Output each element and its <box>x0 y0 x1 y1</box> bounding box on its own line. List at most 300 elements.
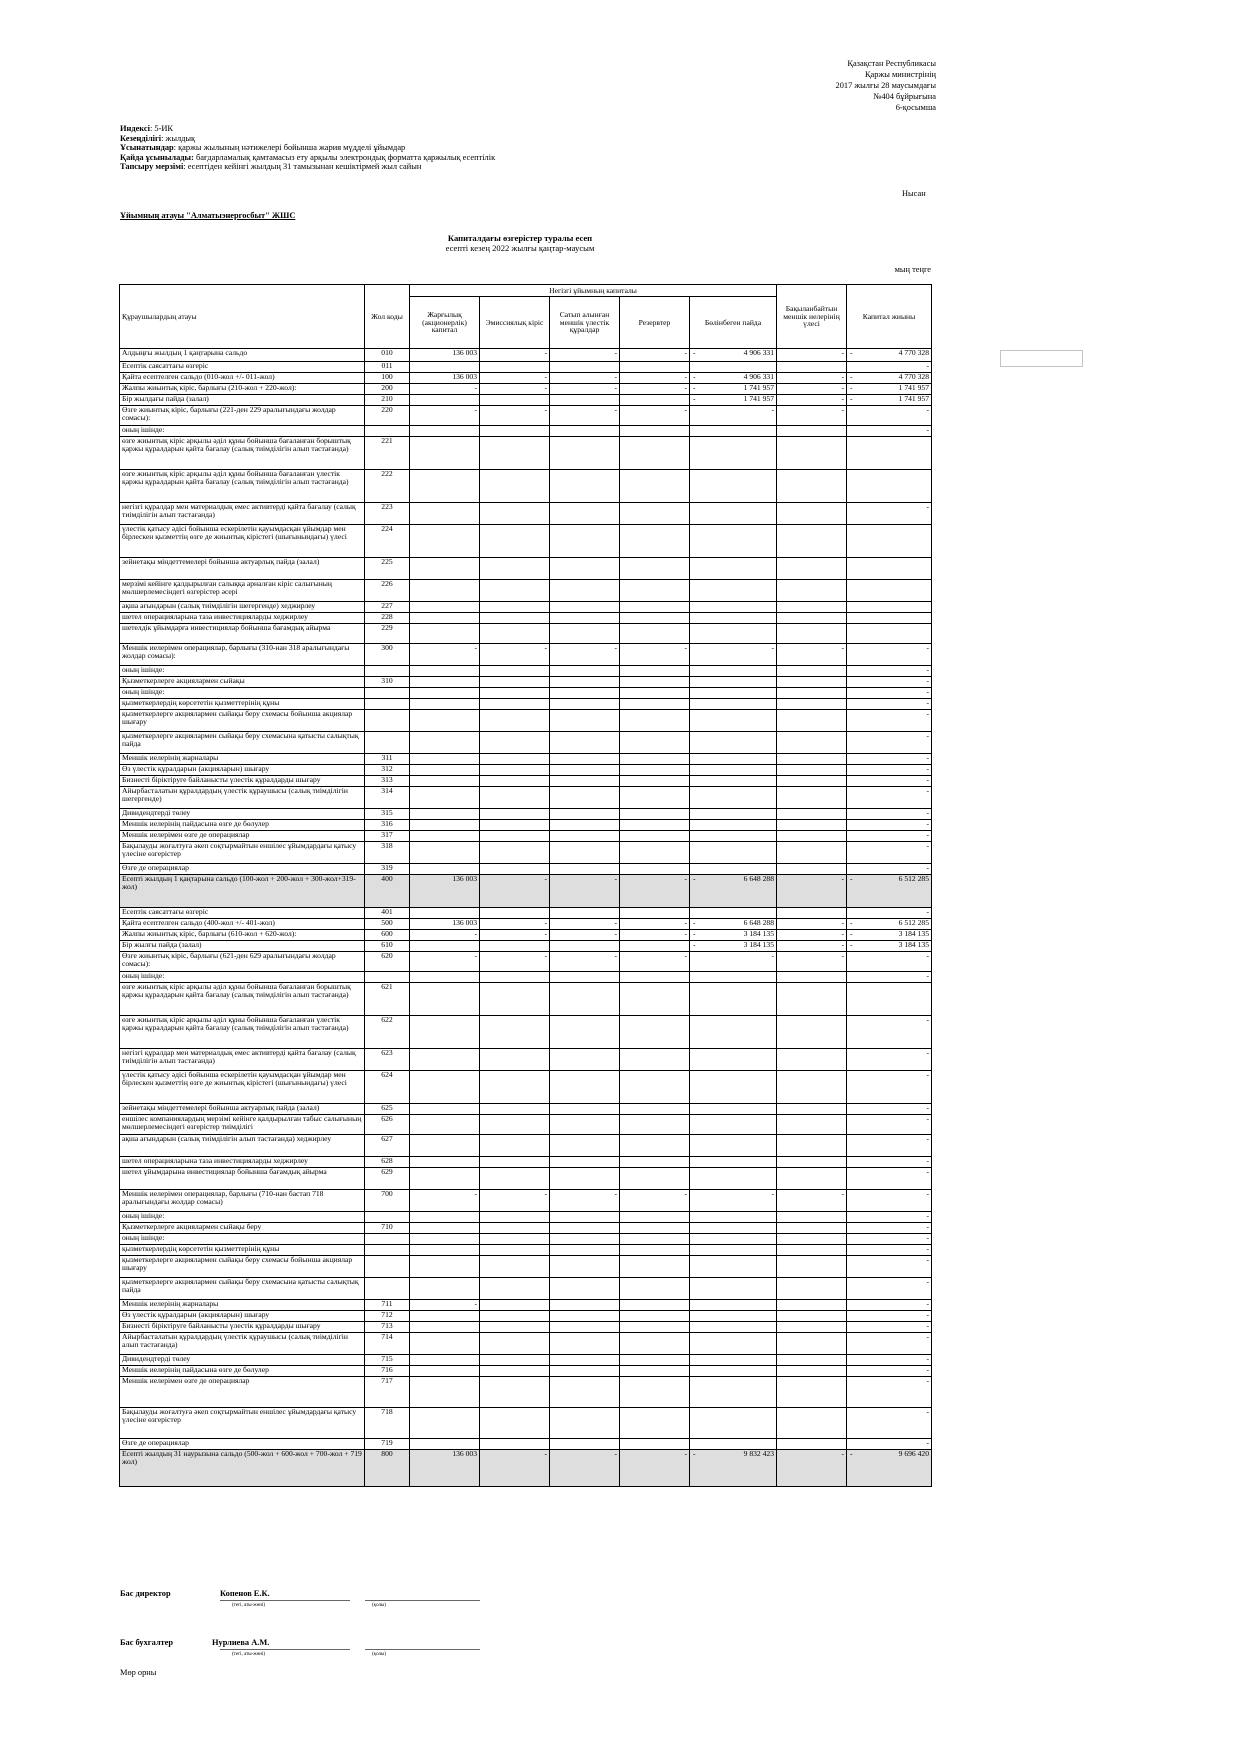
row-name: өзге жиынтық кіріс арқылы әділ құны бойынша бағаланған борыштық қаржы құралдарын қайта бағалау (салық тиімділігін алып тастағанда) <box>120 437 365 470</box>
row-name: зейнетақы міндеттемелері бойынша актуарлық пайда (залал) <box>120 558 365 580</box>
cell-value: - <box>847 1245 932 1256</box>
cell-value <box>777 754 847 765</box>
cell-value <box>777 580 847 602</box>
cell-value: - <box>777 373 847 384</box>
row-code: 319 <box>365 864 410 875</box>
cell-dash: - <box>693 1449 696 1458</box>
cell-value <box>550 1049 620 1071</box>
organization-name <box>120 211 295 220</box>
cell-value: - <box>847 1278 932 1300</box>
cell-value <box>550 1408 620 1439</box>
cell-value <box>550 820 620 831</box>
cell-value <box>620 470 690 503</box>
cell-value <box>480 395 550 406</box>
stamp-place: Мөр орны <box>120 1668 157 1677</box>
cell-value <box>777 1439 847 1450</box>
row-name: Меншік иелерінің жарналары <box>120 754 365 765</box>
row-name: үлестік қатысу әдісі бойынша ескерілетін қауымдасқан ұйымдар мен бірлескен қызметтің өзге де жиынтық кірістегі (шығынындағы) үлесі <box>120 1071 365 1104</box>
cell-value <box>410 1366 480 1377</box>
cell-value: - <box>550 406 620 426</box>
cell-value: - <box>550 952 620 972</box>
row-name: Өзге жиынтық кіріс, барлығы (621-ден 629 аралығындағы жолдар сомасы): <box>120 952 365 972</box>
table-row <box>120 710 932 732</box>
cell-value: - <box>480 875 550 908</box>
cell-value <box>550 1115 620 1135</box>
cell-value <box>620 1322 690 1333</box>
row-code: 625 <box>365 1104 410 1115</box>
cell-value: - <box>620 644 690 666</box>
cell-dash: - <box>693 874 696 883</box>
cell-value <box>480 624 550 644</box>
cell-value: - <box>550 930 620 941</box>
cell-value <box>777 1245 847 1256</box>
cell-value <box>410 765 480 776</box>
cell-value <box>480 1322 550 1333</box>
cell-value <box>480 1256 550 1278</box>
cell-value <box>847 941 932 952</box>
director-name: Копенов Е.К. <box>220 1589 270 1598</box>
cell-value: - <box>690 406 777 426</box>
cell-value <box>410 1049 480 1071</box>
row-name: шетелдік ұйымдарға инвестициялар бойынша бағамдық айырма <box>120 624 365 644</box>
cell-value: - <box>847 1168 932 1190</box>
row-code: 220 <box>365 406 410 426</box>
cell-value: - <box>847 677 932 688</box>
cell-value <box>480 754 550 765</box>
cell-value <box>480 699 550 710</box>
cell-value <box>620 864 690 875</box>
deadline-label: Тапсыру мерзімі <box>120 162 184 172</box>
org-prefix: Ұйымның атауы <box>120 211 187 220</box>
cell-value: - <box>620 1450 690 1487</box>
cell-value <box>690 426 777 437</box>
cell-value: - <box>550 875 620 908</box>
cell-value <box>690 1450 777 1487</box>
table-row <box>120 1234 932 1245</box>
row-name: Меншік иелерімен операциялар, барлығы (710-нан бастап 718 аралығындағы жолдар сомасы) <box>120 1190 365 1212</box>
cell-value <box>620 525 690 558</box>
cell-value <box>480 1311 550 1322</box>
cell-value <box>620 1408 690 1439</box>
cell-value <box>550 809 620 820</box>
header-total-equity: Капитал жиыны <box>847 285 932 349</box>
cell-amount: 3 184 135 <box>743 940 774 949</box>
cell-value <box>620 754 690 765</box>
cell-value <box>410 470 480 503</box>
cell-amount: 4 770 328 <box>898 348 929 357</box>
cell-value: - <box>847 1377 932 1408</box>
signature-line <box>365 1649 480 1650</box>
cell-value: - <box>847 754 932 765</box>
cell-value: - <box>847 1355 932 1366</box>
cell-value: - <box>690 644 777 666</box>
cell-value <box>410 1377 480 1408</box>
cell-value: - <box>550 349 620 362</box>
cell-value <box>777 765 847 776</box>
cell-value <box>690 972 777 983</box>
table-row <box>120 362 932 373</box>
cell-value <box>410 1168 480 1190</box>
table-row <box>120 470 932 503</box>
cell-value <box>550 1322 620 1333</box>
cell-value <box>690 919 777 930</box>
cell-value: - <box>847 765 932 776</box>
row-code <box>365 1212 410 1223</box>
cell-value <box>410 1256 480 1278</box>
cell-value <box>690 1355 777 1366</box>
header-noncontrolling: Бақыланбайтын меншік иелерінің үлесі <box>777 285 847 349</box>
form-label: Нысан <box>902 189 926 198</box>
row-name: Қызметкерлерге акциялармен сыйақы беру <box>120 1223 365 1234</box>
cell-value <box>480 710 550 732</box>
cell-value <box>480 831 550 842</box>
table-row <box>120 688 932 699</box>
cell-value: - <box>620 919 690 930</box>
table-row <box>120 820 932 831</box>
cell-value <box>410 613 480 624</box>
cell-value <box>777 437 847 470</box>
cell-value: - <box>847 1322 932 1333</box>
cell-amount: 1 741 957 <box>898 394 929 403</box>
cell-dash: - <box>850 874 853 883</box>
cell-value <box>550 1366 620 1377</box>
cell-value: - <box>480 952 550 972</box>
cell-value <box>777 602 847 613</box>
cell-value <box>620 1135 690 1157</box>
cell-value <box>480 558 550 580</box>
row-code: 314 <box>365 787 410 809</box>
cell-value <box>550 983 620 1016</box>
cell-value <box>777 972 847 983</box>
cell-value: - <box>410 406 480 426</box>
table-row <box>120 503 932 525</box>
order-line: 2017 жылғы 28 маусымдағы <box>835 81 936 90</box>
cell-value <box>620 776 690 787</box>
cell-value: - <box>847 842 932 864</box>
cell-value: - <box>847 1212 932 1223</box>
cell-value <box>410 362 480 373</box>
cell-value <box>847 470 932 503</box>
cell-value <box>480 1157 550 1168</box>
row-name: Алдыңғы жылдың 1 қаңтарына сальдо <box>120 349 365 362</box>
cell-value <box>847 624 932 644</box>
cell-value <box>410 1311 480 1322</box>
cell-value <box>620 395 690 406</box>
cell-value: - <box>410 1300 480 1311</box>
cell-value: - <box>847 1408 932 1439</box>
table-body <box>120 349 932 1487</box>
header-treasury-shares: Сатып алынған меншік үлестік құралдар <box>550 297 620 349</box>
name-line <box>220 1649 350 1650</box>
cell-value <box>410 1115 480 1135</box>
cell-value <box>410 1135 480 1157</box>
row-name: Өзге жиынтық кіріс, барлығы (221-ден 229 аралығындағы жолдар сомасы): <box>120 406 365 426</box>
row-name: Қызметкерлерге акциялармен сыйақы <box>120 677 365 688</box>
cell-value <box>777 677 847 688</box>
cell-value <box>550 580 620 602</box>
cell-value <box>690 809 777 820</box>
cell-value <box>690 1104 777 1115</box>
name-caption: (тегі, аты-жөні) <box>232 1603 265 1608</box>
row-name: Бизнесті біріктіруге байланысты үлестік құралдарды шығару <box>120 1322 365 1333</box>
cell-value <box>550 1212 620 1223</box>
row-code: 315 <box>365 809 410 820</box>
cell-value <box>620 1115 690 1135</box>
cell-value: - <box>480 644 550 666</box>
cell-value: - <box>847 1311 932 1322</box>
row-code: 011 <box>365 362 410 373</box>
cell-value: - <box>620 384 690 395</box>
cell-value <box>690 930 777 941</box>
table-row <box>120 1104 932 1115</box>
cell-value <box>550 776 620 787</box>
row-name: Бір жылғы пайда (залал) <box>120 941 365 952</box>
cell-value <box>620 426 690 437</box>
cell-value <box>777 699 847 710</box>
cell-value: - <box>777 1190 847 1212</box>
row-code <box>365 972 410 983</box>
cell-value: - <box>847 1223 932 1234</box>
cell-value <box>410 710 480 732</box>
cell-value <box>550 525 620 558</box>
order-line: 6-қосымша <box>895 103 936 112</box>
cell-value <box>480 1234 550 1245</box>
cell-value <box>410 437 480 470</box>
cell-value <box>550 1157 620 1168</box>
cell-value: - <box>620 406 690 426</box>
table-row <box>120 754 932 765</box>
row-name: қызметкерлерге акциялармен сыйақы беру схемасына қатысты салықтық пайда <box>120 732 365 754</box>
cell-value <box>550 602 620 613</box>
cell-value <box>777 1256 847 1278</box>
cell-value <box>620 1366 690 1377</box>
row-code: 620 <box>365 952 410 972</box>
cell-value <box>410 776 480 787</box>
sign-caption: (қолы) <box>372 1652 387 1657</box>
cell-value <box>550 688 620 699</box>
cell-dash: - <box>693 929 696 938</box>
table-row <box>120 908 932 919</box>
director-signature <box>120 1589 387 1608</box>
row-name: Есепті жылдың 31 наурызына сальдо (500-жол + 600-жол + 700-жол + 719 жол) <box>120 1450 365 1487</box>
cell-value <box>690 787 777 809</box>
cell-value <box>777 525 847 558</box>
cell-value <box>480 1333 550 1355</box>
row-code: 623 <box>365 1049 410 1071</box>
cell-amount: 1 741 957 <box>743 383 774 392</box>
cell-value <box>480 1408 550 1439</box>
row-code: 228 <box>365 613 410 624</box>
cell-amount: 6 512 285 <box>898 874 929 883</box>
cell-value <box>480 908 550 919</box>
cell-value <box>620 1333 690 1355</box>
table-row <box>120 558 932 580</box>
row-code: 318 <box>365 842 410 864</box>
table-row <box>120 677 932 688</box>
cell-value <box>620 1256 690 1278</box>
table-row <box>120 384 932 395</box>
cell-value <box>480 820 550 831</box>
row-name: қызметкерлерге акциялармен сыйақы беру схемасы бойынша акциялар шығару <box>120 1256 365 1278</box>
cell-value <box>480 1115 550 1135</box>
cell-value <box>777 1135 847 1157</box>
row-code: 622 <box>365 1016 410 1049</box>
cell-value <box>410 908 480 919</box>
cell-value <box>620 1049 690 1071</box>
table-row <box>120 1135 932 1157</box>
cell-value: - <box>410 952 480 972</box>
row-code <box>365 1256 410 1278</box>
table-row <box>120 437 932 470</box>
table-row <box>120 580 932 602</box>
cell-value <box>777 1104 847 1115</box>
cell-value <box>480 972 550 983</box>
cell-value: - <box>847 688 932 699</box>
cell-value <box>847 1450 932 1487</box>
row-code <box>365 1234 410 1245</box>
cell-value <box>550 1016 620 1049</box>
cell-value <box>480 1223 550 1234</box>
cell-value: - <box>620 875 690 908</box>
cell-value <box>620 437 690 470</box>
cell-value <box>690 699 777 710</box>
accountant-signature <box>120 1638 387 1657</box>
cell-value: - <box>480 373 550 384</box>
cell-value: - <box>847 362 932 373</box>
table-row <box>120 809 932 820</box>
cell-value: - <box>410 930 480 941</box>
accountant-label: Бас бухгалтер <box>120 1638 174 1647</box>
cell-value: 136 003 <box>410 919 480 930</box>
row-name: Меншік иелерімен өзге де операциялар <box>120 1377 365 1408</box>
order-line: №404 бұйрығына <box>873 92 936 101</box>
cell-value <box>777 1311 847 1322</box>
cell-value <box>480 426 550 437</box>
cell-value <box>550 732 620 754</box>
cell-value <box>690 1016 777 1049</box>
row-code: 716 <box>365 1366 410 1377</box>
cell-value <box>620 1300 690 1311</box>
table-row <box>120 644 932 666</box>
cell-value <box>847 395 932 406</box>
table-row <box>120 732 932 754</box>
cell-value <box>620 842 690 864</box>
cell-value <box>480 1049 550 1071</box>
cell-value <box>777 1212 847 1223</box>
row-name: Бизнесті біріктіруге байланысты үлестік құралдарды шығару <box>120 776 365 787</box>
cell-value <box>480 765 550 776</box>
cell-value <box>620 1223 690 1234</box>
cell-value <box>480 809 550 820</box>
cell-dash: - <box>850 918 853 927</box>
cell-value <box>690 349 777 362</box>
cell-value <box>690 1333 777 1355</box>
cell-value <box>777 1408 847 1439</box>
cell-amount: 4 906 331 <box>743 348 774 357</box>
table-row <box>120 699 932 710</box>
cell-value <box>690 1135 777 1157</box>
cell-value <box>847 558 932 580</box>
cell-value: - <box>777 406 847 426</box>
cell-value <box>410 503 480 525</box>
cell-value: - <box>550 1450 620 1487</box>
row-code: 310 <box>365 677 410 688</box>
cell-value <box>480 941 550 952</box>
cell-value <box>777 1168 847 1190</box>
cell-value <box>777 470 847 503</box>
row-name: Қайта есептелген сальдо (400-жол +/- 401-жол) <box>120 919 365 930</box>
cell-value <box>690 1439 777 1450</box>
row-code: 627 <box>365 1135 410 1157</box>
row-code: 714 <box>365 1333 410 1355</box>
row-code <box>365 699 410 710</box>
cell-value <box>620 699 690 710</box>
row-name: Есепті жылдың 1 қаңтарына сальдо (100-жол + 200-жол + 300-жол+319-жол) <box>120 875 365 908</box>
cell-value <box>777 1234 847 1245</box>
cell-value <box>777 1366 847 1377</box>
row-code: 210 <box>365 395 410 406</box>
cell-value <box>620 666 690 677</box>
cell-dash: - <box>693 372 696 381</box>
row-name: шетел ұйымдарына инвестициялар бойынша бағамдық айырма <box>120 1168 365 1190</box>
cell-value <box>777 1071 847 1104</box>
cell-value <box>410 602 480 613</box>
cell-value: - <box>847 809 932 820</box>
cell-value <box>690 1300 777 1311</box>
cell-value <box>777 908 847 919</box>
table-row <box>120 613 932 624</box>
cell-value <box>550 831 620 842</box>
cell-value <box>550 426 620 437</box>
cell-value <box>777 1157 847 1168</box>
row-name: ақша ағындарын (салық тиімділігін алып тастағанда) хеджирлеу <box>120 1135 365 1157</box>
cell-value <box>410 1104 480 1115</box>
cell-dash: - <box>693 348 696 357</box>
table-row <box>120 1311 932 1322</box>
cell-dash: - <box>693 383 696 392</box>
accountant-name: Нурлиева А.М. <box>212 1638 270 1647</box>
cell-value: - <box>847 831 932 842</box>
cell-value <box>620 820 690 831</box>
cell-value <box>620 1355 690 1366</box>
cell-value <box>620 831 690 842</box>
row-name: Есептік саясаттағы өзгеріс <box>120 362 365 373</box>
cell-value <box>690 677 777 688</box>
row-code <box>365 426 410 437</box>
row-code: 222 <box>365 470 410 503</box>
table-row <box>120 983 932 1016</box>
cell-value <box>410 1016 480 1049</box>
cell-value: 136 003 <box>410 875 480 908</box>
table-row <box>120 1071 932 1104</box>
row-name: үлестік қатысу әдісі бойынша ескерілетін қауымдасқан ұйымдар мен бірлескен қызметтің өзге де жиынтық кірістегі (шығынындағы) үлесі <box>120 525 365 558</box>
cell-value <box>410 1234 480 1245</box>
cell-value <box>550 1439 620 1450</box>
row-name: Өзге де операциялар <box>120 1439 365 1450</box>
cell-value: - <box>847 426 932 437</box>
cell-value <box>777 787 847 809</box>
cell-value <box>480 1278 550 1300</box>
cell-value <box>690 820 777 831</box>
row-code: 713 <box>365 1322 410 1333</box>
row-name: шетел операцияларына таза инвестицияларды хеджирлеу <box>120 613 365 624</box>
cell-value <box>550 666 620 677</box>
cell-value <box>480 677 550 688</box>
cell-value <box>777 732 847 754</box>
cell-value: - <box>847 1049 932 1071</box>
order-reference <box>836 58 936 113</box>
row-code: 500 <box>365 919 410 930</box>
